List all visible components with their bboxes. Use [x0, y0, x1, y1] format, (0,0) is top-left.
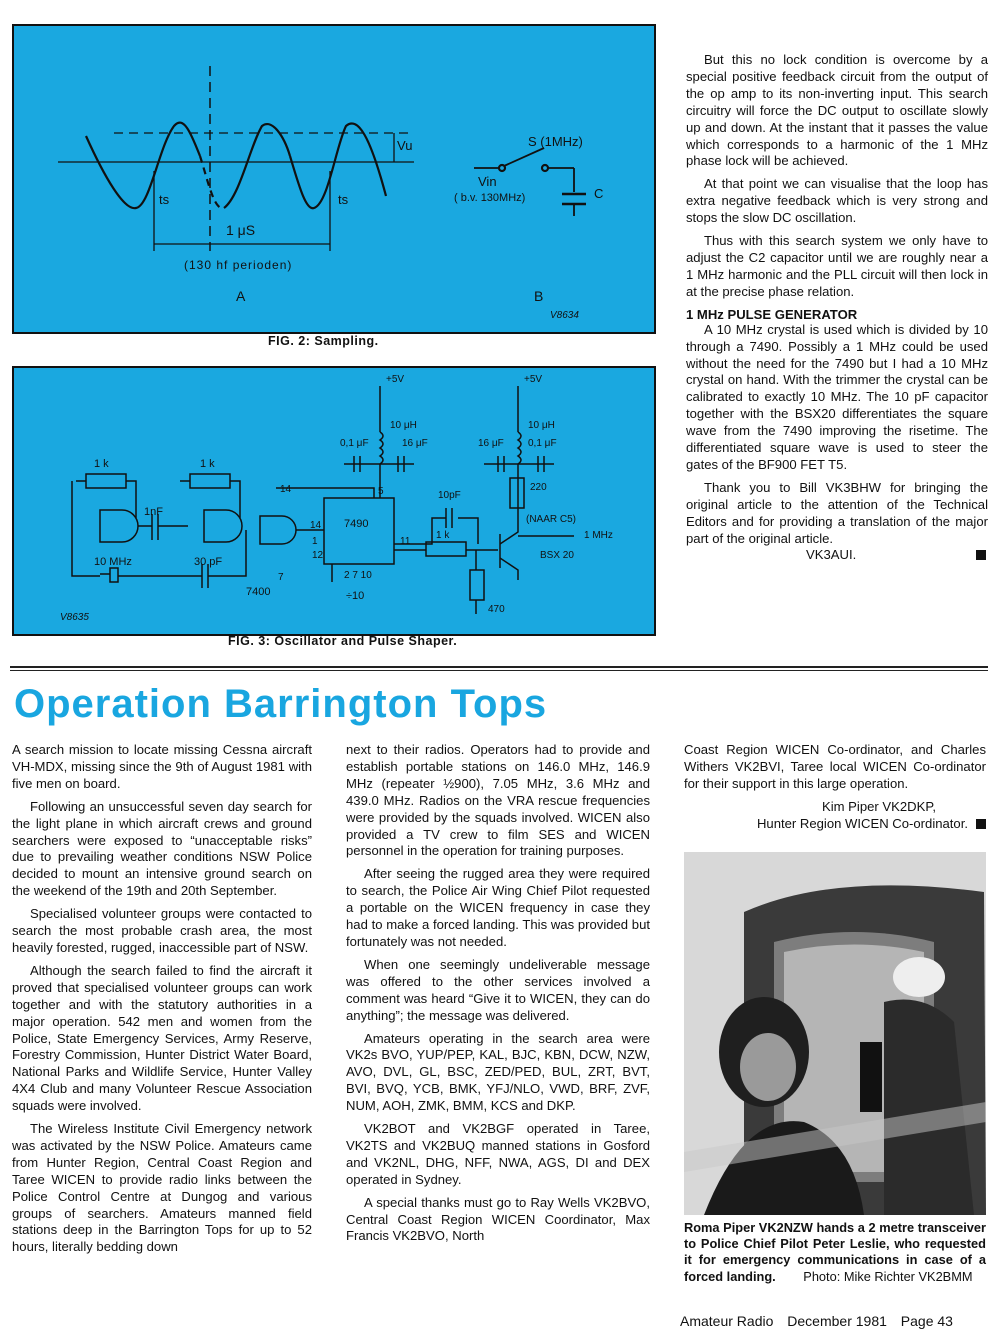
label-div: ÷10: [346, 590, 365, 602]
label-xtal1: 10 MHz: [94, 556, 132, 568]
right-column-text: [686, 52, 988, 565]
figure-2-caption: FIG. 2: Sampling.: [268, 334, 379, 348]
photo-credit: Photo: Mike Richter VK2BMM: [803, 1268, 973, 1284]
label-pin5: 5: [378, 486, 384, 497]
label-vin: Vin: [478, 174, 497, 189]
label-l1: 10 μH: [390, 420, 417, 431]
label-r2: 1 k: [200, 458, 215, 470]
figure-code: V8634: [550, 310, 579, 321]
page-footer: [680, 1313, 953, 1329]
label-c10p: 10pF: [438, 490, 461, 501]
paragraph: When one seemingly undeliverable message was offered to the other services involved a comment was heard “Give it to WICEN, they can do anything”; the message was delivered.: [346, 956, 650, 1023]
label-panel-a: A: [236, 288, 246, 304]
label-pins: 2 7 10: [344, 570, 372, 581]
label-out: 1 MHz: [584, 530, 613, 541]
paragraph: Coast Region WICEN Co-ordinator, and Charles Withers VK2BVI, Taree local WICEN Co-ordinator for their support in this large operation.: [684, 742, 986, 791]
paragraph: At that point we can visualise that the loop has extra negative feedback which is very strong and stops the slow DC oscillation.: [686, 176, 988, 226]
paragraph: But this no lock condition is overcome by a special positive feedback circuit from the output of the op amp to its non-inverting input. This search circuitry will force the DC output to oscillate slowly up and down. At the instant that it passes the value which corresponds to a harmonic of the 1 MHz phase lock will be achieved.: [686, 52, 988, 169]
paragraph: Amateurs operating in the search area were VK2s BVO, YUP/PEP, KAL, BJC, KBN, DCW, NZW, AVO, DVL, GL, BSC, ZED/PED, BUL, ZRT, BVT, BVI, BVQ, YCB, BMK, YFJ/NLO, VWD, BRF, ZVF, NUM, AOH, ZMK, BMM, KCS and DKP.: [346, 1030, 650, 1114]
section-divider-thin: [10, 670, 988, 671]
label-ts-right: ts: [338, 192, 349, 207]
label-c01a: 0,1 μF: [340, 438, 369, 449]
paragraph: VK2BOT and VK2BGF operated in Taree, VK2TS and VK2BUQ manned stations in Gosford and VK2NL, DHG, NFF, NWA, AGS, DI and DEX operated in Sydney.: [346, 1121, 650, 1187]
photo-caption: [684, 1220, 986, 1285]
end-mark-icon: [976, 819, 986, 829]
figure-code: V8635: [60, 612, 89, 623]
author-title: Hunter Region WICEN Co-ordinator.: [756, 815, 968, 831]
paragraph: Thank you to Bill VK3BHW for bringing the original article to the attention of the Technical Editors and for providing a translation of the major part of the original article.: [686, 479, 988, 546]
label-ic2: 7490: [344, 518, 369, 530]
author-signature: VK3AUI.: [806, 547, 857, 563]
label-c01b: 0,1 μF: [528, 438, 557, 449]
label-pin14b: 14: [310, 520, 322, 531]
photo-caption-text: Roma Piper VK2NZW hands a 2 metre transceiver to Police Chief Pilot Peter Leslie, who requested it for emergency communications in case of a forced landing.: [684, 1220, 986, 1284]
paragraph: Specialised volunteer groups were contacted to search the most probable crash area, the most heavily forested, rugged, inaccessible part of NSW.: [12, 906, 312, 955]
oscillator-schematic: [14, 368, 654, 634]
figure-3-caption: FIG. 3: Oscillator and Pulse Shaper.: [228, 634, 458, 648]
label-c16b: 16 μF: [478, 438, 504, 449]
label-cap: C: [594, 186, 604, 201]
section-heading: 1 MHz PULSE GENERATOR: [686, 306, 858, 322]
label-pin14a: 14: [280, 484, 292, 495]
label-periods-note: (130 hf perioden): [184, 258, 293, 272]
label-c16a: 16 μF: [402, 438, 428, 449]
label-pin7a: 7: [278, 572, 284, 583]
sampling-diagram: [14, 26, 654, 332]
label-r220: 220: [530, 482, 547, 493]
label-pin1: 1: [312, 536, 318, 547]
label-pin11: 11: [400, 536, 411, 547]
label-r1k: 1 k: [436, 530, 450, 541]
page-number: Page 43: [900, 1313, 953, 1329]
issue-date: December 1981: [787, 1313, 887, 1329]
paragraph: The Wireless Institute Civil Emergency network was activated by the NSW Police. Amateurs came from Hunter Region, Central Coast Region and Taree WICEN to provide radio links between the Police Control Centre at Dungog and various groups of searchers. Amateurs manned field stations deep in the Barrington Tops for up to 52 hours, literally bedding down: [12, 1121, 312, 1255]
author-title-row: [684, 816, 986, 833]
label-ts-left: ts: [159, 192, 170, 207]
label-trim: 30 pF: [194, 556, 223, 568]
paragraph: Following an unsuccessful seven day search for the light plane in which aircraft crews and ground searchers were exposed to “unacceptable risks” due to prevailing weather conditions NSW Police decided to mount an intensive ground search on the weekend of the 19th and 20th September.: [12, 798, 312, 899]
article-column-3: [684, 742, 986, 833]
photo-illustration: [684, 852, 986, 1215]
paragraph: After seeing the rugged area they were required to search, the Police Air Wing Chief Pilot requested a portable on the WICEN frequency in case they had to make a forced landing. This was provided but fortunately was not needed.: [346, 866, 650, 949]
figure-3-oscillator: [12, 366, 656, 636]
photo-helicopter-handover: [684, 852, 986, 1215]
label-l2: 10 μH: [528, 420, 555, 431]
label-r470: 470: [488, 604, 505, 615]
label-vcc1: +5V: [386, 374, 405, 385]
paragraph: next to their radios. Operators had to provide and establish portable stations on 146.0 MHz, 146.9 MHz (repeater ½900), 7.05 MHz, 3.6 MHz and 439.0 MHz. Radios on the VRA rescue frequencies were provided by the squads involved. WICEN also provided a TV crew to film SES and WICEN personnel in the operation for training purposes.: [346, 742, 650, 859]
label-panel-b: B: [534, 288, 544, 304]
section-divider: [10, 666, 988, 668]
label-naar: (NAAR C5): [526, 514, 577, 525]
figure-2-sampling: [12, 24, 656, 334]
paragraph: A 10 MHz crystal is used which is divided by 10 through a 7490. Possibly a 1 MHz could be used without the need for the 7490 but I had a 10 MHz crystal on hand. With the trimmer the crystal can be calibrated to exactly 10 MHz. The 10 pF capacitor together with the BSX20 differentiates the square wave from the 7490 improving the risetime. The differentiated square wave is used to steer the gates of the BF900 FET T5.: [686, 321, 988, 472]
paragraph: Although the search failed to find the aircraft it proved that specialised volunteer groups can work together and with the statutory authorities in a major operation. 542 men and women from the Police, State Emergency Services, Army Reserve, Forestry Commission, Hunter District Water Board, National Parks and Wildlife Service, Hunter Valley 4X4 Club and many Volunteer Rescue Association squads were involved.: [12, 962, 312, 1114]
magazine-name: Amateur Radio: [680, 1313, 774, 1329]
label-vu: Vu: [397, 138, 413, 153]
paragraph: Thus with this search system we only have to adjust the C2 capacitor until we are roughly near a 1 MHz harmonic and the PLL circuit will then lock in at the precise phase relation.: [686, 233, 988, 299]
paragraph: A special thanks must go to Ray Wells VK2BVO, Central Coast Region WICEN Coordinator, Max Francis VK2BVO, North: [346, 1194, 650, 1244]
label-r1: 1 k: [94, 458, 109, 470]
end-mark-icon: [976, 550, 986, 560]
article-headline: Operation Barrington Tops: [14, 682, 548, 726]
label-pin12: 12: [312, 550, 324, 561]
label-vin-note: ( b.v. 130MHz): [454, 192, 526, 204]
label-ic1: 7400: [246, 586, 271, 598]
article-column-2: [346, 742, 650, 1251]
label-period: 1 μS: [226, 222, 256, 238]
article-column-1: [12, 742, 312, 1262]
label-switch: S (1MHz): [528, 134, 583, 149]
label-tr: BSX 20: [540, 550, 574, 561]
author-name: Kim Piper VK2DKP,: [821, 798, 936, 814]
paragraph: A search mission to locate missing Cessna aircraft VH-MDX, missing since the 9th of August 1981 with five men on board.: [12, 742, 312, 791]
label-c1: 1nF: [144, 506, 163, 518]
label-vcc2: +5V: [524, 374, 543, 385]
signature-row: [686, 547, 988, 565]
